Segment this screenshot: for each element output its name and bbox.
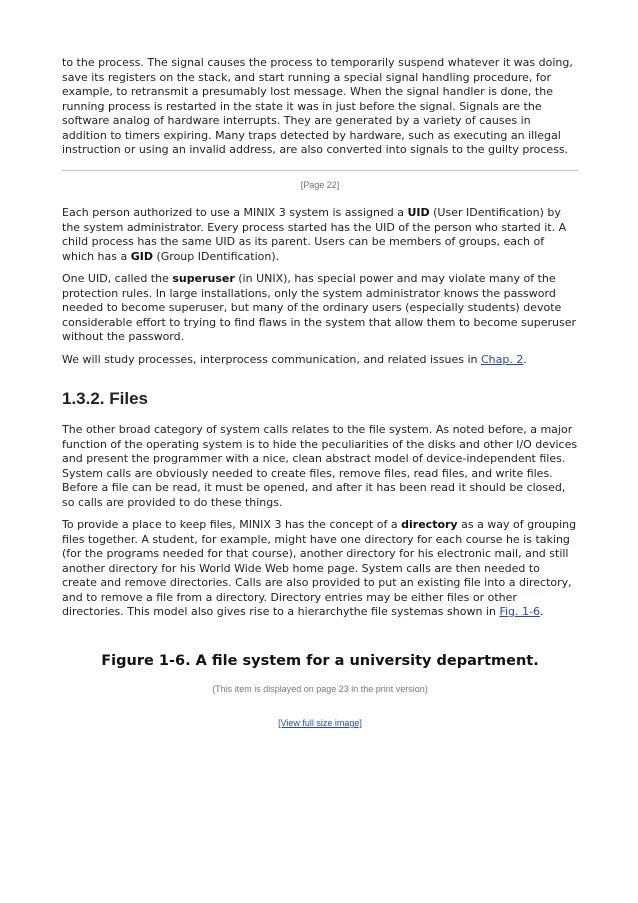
text: . bbox=[523, 352, 527, 366]
text: (Group IDentification). bbox=[152, 249, 280, 263]
figure-print-note: (This item is displayed on page 23 in the print version) bbox=[212, 683, 428, 694]
text: (User IDentification) by the system administrator. Every process started has the UID of the person who started it. A child process has the same UID as its parent. Users can be members of groups, each of which has a bbox=[62, 206, 567, 263]
paragraph-signals: to the process. The signal causes the process to temporarily suspend whatever it was doing, save its registers on the stack, and start running a special signal handling procedure, for example, to retransmit a presumably lost message. When the signal handler is done, the running process is restarted in the state it was in just before the signal. Signals are the software analog of hardware interrupts. They are generated by a variety of causes in addition to timers expiring. Many traps detected by hardware, such as executing an illegal instruction or using an invalid address, are also converted into signals to the guilty process. bbox=[62, 56, 573, 156]
text: as a way of grouping files together. A student, for example, might have one directory for each course he is taking (for the programs needed for that course), another directory for his electronic mail, and still another directory for his World Wide Web home page. System calls are then needed to create and remove directories. Calls are also provided to put an existing file into a directory, and to remove a file from a directory. Directory entries may be either files or other directories. This model also gives rise to a hierarchythe file systemas shown in bbox=[62, 518, 577, 618]
term-directory: directory bbox=[401, 518, 458, 531]
paragraph-directory bbox=[62, 518, 578, 620]
page-divider bbox=[62, 170, 578, 171]
view-full-size-link[interactable]: [View full size image] bbox=[278, 718, 362, 728]
term-uid: UID bbox=[407, 206, 430, 219]
document-page bbox=[62, 56, 578, 731]
view-full-size-container bbox=[62, 716, 578, 731]
term-gid: GID bbox=[130, 249, 153, 263]
text: To provide a place to keep files, MINIX 3 has the concept of a bbox=[62, 518, 402, 531]
section-heading: 1.3.2. Files bbox=[62, 389, 148, 408]
paragraph-files-intro: The other broad category of system calls relates to the file system. As noted before, a major function of the operating system is to hide the peculiarities of the disks and other I/O devices and present the programmer with a nice, clean abstract model of device-independent files. System calls are obviously needed to create files, remove files, read files, and write files. Before a file can be read, it must be opened, and after it has been read it should be closed, so calls are provided to do these things. bbox=[62, 423, 578, 509]
chap2-link[interactable]: Chap. 2 bbox=[481, 352, 524, 366]
text: Each person authorized to use a MINIX 3 system is assigned a bbox=[62, 206, 408, 219]
page-marker: [Page 22] bbox=[300, 179, 340, 190]
text: We will study processes, interprocess communication, and related issues in bbox=[62, 352, 481, 366]
fig-1-6-link[interactable]: Fig. 1-6 bbox=[499, 605, 540, 618]
paragraph-study bbox=[62, 353, 578, 368]
paragraph-uid bbox=[62, 206, 578, 264]
text: One UID, called the bbox=[62, 272, 173, 285]
term-superuser: superuser bbox=[172, 272, 235, 285]
text: (in UNIX), has special power and may violate many of the protection rules. In large installations, only the system administrator knows the password needed to become superuser, but many of the ordinary users (especially students) devote considerable effort to trying to find flaws in the system that allow them to become superuser without the password. bbox=[62, 272, 576, 343]
text: . bbox=[539, 605, 544, 618]
paragraph-superuser bbox=[62, 272, 578, 345]
figure-title: Figure 1-6. A file system for a university department. bbox=[101, 652, 539, 669]
